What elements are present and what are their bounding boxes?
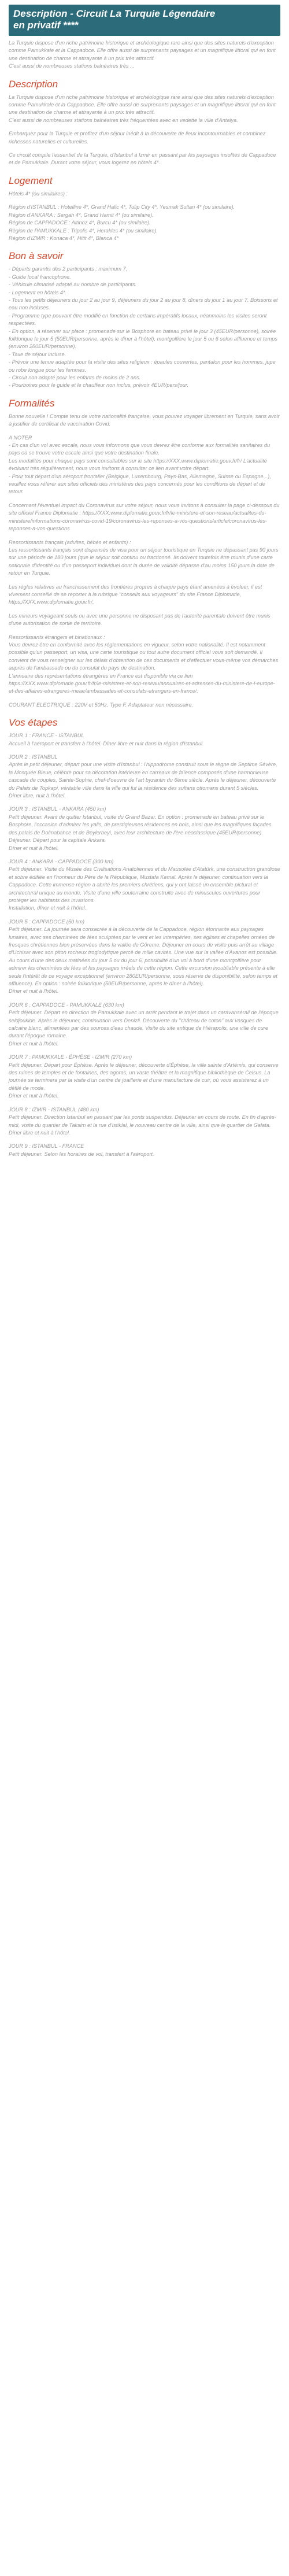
itinerary-day-text: Dîner et nuit à l'hôtel. xyxy=(9,1040,59,1047)
bon-a-savoir-item: - Logement en hôtels 4*. xyxy=(9,289,67,295)
formalites-paragraph: Les mineurs voyageant seuls ou avec une personne ne disposant pas de l'autorité parentale doivent être munis d'une autorisation de sortie de territoire. xyxy=(9,612,271,627)
itinerary-day-title: JOUR 4 : ANKARA - CAPPADOCE (300 km) xyxy=(9,858,114,864)
section-title-bon-a-savoir: Bon à savoir xyxy=(9,250,64,262)
bon-a-savoir-item: - Pourboires pour le guide et le chauffeur non inclus, prévoir 4EUR/pers/jour. xyxy=(9,382,189,389)
itinerary-day-text: Petit déjeuner. Direction Istanbul en passant par les ponts suspendus. Déjeuner en cours de route. En fin d'après-midi, visite du quartier de Taksim et la rue d'Istiklal, le nouveau centre de la ville, ainsi que le quartier de Galata. xyxy=(9,1114,276,1128)
itinerary-day xyxy=(9,805,280,852)
itinerary-day-text: Petit déjeuner. Départ pour Éphèse. Après le déjeuner, découverte d'Éphèse, la ville sainte d'Artémis, qui conserve des ruines de temples et de fontaines, des agoras, un vaste théâtre et la magnifique bibliothèque de Celsus. La journée se terminera par la visite d'un centre de joaillerie et d'une manufacture de cuir, où vous assisterez à un défilé de mode. xyxy=(9,1062,279,1091)
itinerary-day xyxy=(9,1143,280,1158)
itinerary-day-text: Petit déjeuner. Avant de quitter Istanbul, visite du Grand Bazar. En option : promenade en bateau privé sur le Bosphore, l'occasion d'admirer les yalis, de prestigieuses résidences en bois, ainsi que les magnifiques façades des palais de Dolmabahce et de Beylerbeyi, avec leur architecture de l'ère néoclassique (45EUR/personne). Déjeuner. Départ pour la capitale Ankara. xyxy=(9,814,272,844)
section-title-formalites: Formalités xyxy=(9,397,55,409)
logement-line: Région de CAPPADOCE : Altinoz 4*, Burcu 4* (ou similaire). xyxy=(9,220,151,226)
itinerary-day-text: Petit déjeuner. La journée sera consacrée à la découverte de la Cappadoce, région étonnante aux paysages lunaires, avec ses cheminées de fées sculptées par le vent et les intempéries, ses églises et chapelles ornées de fresques chrétiennes bien préservées dans la vallée de Göreme. Déjeuner en cours de visite puis arrêt au village d'Uchisar avec son piton rocheux troglodytique percé de mille cavités. Une vue sur la vallée d'Avanos est possible. Au cours d'une des deux matinées du jour 5 ou du jour 6, possibilité d'un vol à bord d'une montgolfière pour admirer les cheminées de fées et les paysages irréels de cette région. Cette excursion inoubliable présente à elle seule l'intérêt de ce voyage exceptionnel (environ 280EUR/personne, sous réserve de disponibilité, selon temps et affluence). En option : soirée folklorique (50EUR/personne, après le dîner à l'hôtel). xyxy=(9,926,278,986)
bon-a-savoir-item: - Véhicule climatisé adapté au nombre de participants. xyxy=(9,282,137,288)
formalites-paragraph: Les règles relatives au franchissement des frontières propres à chaque pays étant amenées à évoluer, il est vivement conseillé de se reporter à la rubrique "conseils aux voyageurs" du site France Diplomatie, https://XXX.www.diplomatie.gouv.fr/. xyxy=(9,583,262,605)
spacer xyxy=(9,1100,280,1106)
itinerary-day-text: Dîner et nuit à l'hôtel. xyxy=(9,1093,59,1099)
itinerary-day xyxy=(9,1001,280,1048)
spacer xyxy=(9,198,280,204)
spacer xyxy=(9,748,280,753)
itinerary-day-text: Après le petit déjeuner, départ pour une visite d'Istanbul : l'hippodrome construit sous le règne de Septime Sévère, la Mosquée Bleue, célèbre pour sa décoration intérieure en carreaux de faïence composés d'une harmonieuse cascade de couples, Sainte-Sophie, chef-d'oeuvre de l'art byzantin du 6ème siècle. Après le déjeuner, découverte du Palais de Topkapi, véritable ville dans la ville qui fut la résidence des sultans ottomans durant 5 siècles. xyxy=(9,762,277,791)
logement-list xyxy=(9,190,280,242)
description-paragraph: Ce circuit compile l'essentiel de la Turquie, d'Istanbul à Izmir en passant par les paysages insolites de Cappadoce et de Pamukkale. Durant votre séjour, vous logerez en hôtels 4*. xyxy=(9,152,276,166)
formalites-text: Ressortissants étrangers et binationaux : xyxy=(9,634,105,640)
logement-line: Hôtels 4* (ou similaires) : xyxy=(9,190,68,197)
formalites-paragraph xyxy=(9,539,280,578)
itinerary-day-text: Dîner libre et nuit à l'hôtel. xyxy=(9,1129,71,1136)
itinerary-day-text: Petit déjeuner. Départ en direction de Pamukkale avec un arrêt pendant le trajet dans un caravansérail de l'époque seldjoukide. Après le déjeuner, continuation vers Denizli. Découverte du "château de coton" aux vasques de calcaire blanc, alimentées par des sources d'eau chaude. Visite du site antique de Hiérapolis, une ville de cure durant l'époque romaine. xyxy=(9,1010,279,1039)
logement-line: Région d'ISTANBUL : Hotelline 4*, Grand Halic 4*, Tulip City 4*, Yesmak Sultan 4* (ou similaire). xyxy=(9,204,235,210)
itinerary-day-title: JOUR 6 : CAPPADOCE - PAMUKKALE (630 km) xyxy=(9,1001,124,1008)
logement-line: Région de PAMUKKALE : Tripolis 4*, Herakles 4* (ou similaire). xyxy=(9,227,158,234)
itinerary-day-title: JOUR 7 : PAMUKKALE - ÉPHÈSE - IZMIR (270 km) xyxy=(9,1054,132,1060)
formalites-paragraph xyxy=(9,434,280,496)
itinerary-day-text: Dîner et nuit à l'hôtel. xyxy=(9,845,59,851)
intro-paragraph xyxy=(9,39,280,71)
spacer xyxy=(9,852,280,858)
itinerary-day-title: JOUR 9 : ISTANBUL - FRANCE xyxy=(9,1143,84,1150)
bon-a-savoir-item: - Tous les petits déjeuners du jour 2 au jour 9, déjeuners du jour 2 au jour 8, dîners du jour 1 au jour 7. Boissons et eau non incluses. xyxy=(9,297,278,311)
itinerary-day-text: Dîner libre, nuit à l'hôtel. xyxy=(9,793,66,799)
bon-a-savoir-item: - Départs garantis dès 2 participants ; maximum 7. xyxy=(9,266,128,272)
formalites-text: - En cas d'un vol avec escale, nous vous informons que vous devrez être conforme aux formalités sanitaires du pays où se trouve votre escale ainsi que votre destination finale. xyxy=(9,442,271,456)
formalites-paragraph: Bonne nouvelle ! Compte tenu de votre nationalité française, vous pouvez voyager librement en Turquie, sans avoir à justifier de certificat de vaccination Covid. xyxy=(9,413,280,427)
section-title-vos-etapes: Vos étapes xyxy=(9,717,58,729)
formalites-text: - Pour tout départ d'un aéroport frontalier (Belgique, Luxembourg, Pays-Bas, Allemagne, Suisse ou Espagne...), veuillez vous référer aux sites officiels des ministères des pays concernés pour les conditions de départ et de retour. xyxy=(9,473,271,495)
bon-a-savoir-item: - En option, à réserver sur place : promenade sur le Bosphore en bateau privé le jour 3 (45EUR/personne), soirée folklorique le jour 5 (50EUR/personne, après le dîner à l'hôtel), montgolfière le jour 5 ou 6 selon affluence et temps (environ 280EUR/personne). xyxy=(9,328,277,350)
page xyxy=(0,5,289,1176)
formalites-paragraph xyxy=(9,634,280,696)
intro-text-more: C'est aussi de nombreuses stations balnéaires très ... xyxy=(9,63,135,69)
page-title-subline: en privatif **** xyxy=(13,20,79,31)
page-title-banner xyxy=(9,5,280,36)
itinerary-day-text: Installation, dîner et nuit à l'hôtel. xyxy=(9,905,87,911)
itinerary-day xyxy=(9,732,280,748)
itinerary-day-text: Petit déjeuner. Visite du Musée des Civilisations Anatoliennes et du Mausolée d'Atatürk, une construction grandiose et sobre édifiée en l'honneur du Père de la République, Mustafa Kemal. Après le déjeuner, continuation vers la Cappadoce. Cette immense région a abrité les premiers chrétiens, qui y ont laissé un ensemble pictural et architectural unique au monde. Visite d'une ville souterraine construite avec de minuscules ouvertures pour protéger les habitants des invasions. xyxy=(9,866,280,903)
itinerary-day xyxy=(9,1106,280,1137)
bon-a-savoir-item: - Circuit non adapté pour les enfants de moins de 2 ans. xyxy=(9,375,141,380)
itinerary-day-text: Dîner et nuit à l'hôtel. xyxy=(9,988,59,995)
description-text: La Turquie dispose d'un riche patrimoine historique et archéologique rare ainsi que des sites naturels d'exception comme Pamukkale et la Cappadoce. Elle offre aussi de surprenants paysages et un magnifique littoral qui en font une destination de charme et attrayante à un prix très attractif. xyxy=(9,94,276,116)
itinerary-day xyxy=(9,1054,280,1100)
spacer xyxy=(9,1048,280,1054)
description-paragraph: Embarquez pour la Turquie et profitez d'un séjour inédit à la découverte de lieux incontournables et combinez richesses naturelles et culturelles. xyxy=(9,131,266,145)
page-title: Description - Circuit La Turquie Légendaire xyxy=(13,8,216,19)
formalites-text: L'annuaire des représentations étrangères en France est disponible via ce lien https://XXX.www.diplomatie.gouv.fr/fr/le-ministere-et-son-reseau/annuaires-et-adresses-du-ministere-de-l-europe-et-des-affaires-etrangeres-meae/ambassades-et-consulats-etrangers-en-france/. xyxy=(9,672,275,694)
formalites-text: Vous devrez être en conformité avec les réglementations en vigueur, selon votre nationalité. Il est notamment possible qu'un passeport, un visa, une carte touristique ou tout autre document officiel vous soit demandé. Il convient de vous renseigner sur les délais d'obtention de ces documents et d'effectuer vous-même vos démarches auprès de l'ambassade ou du consulat du pays de destination. xyxy=(9,641,279,671)
bon-a-savoir-list xyxy=(9,265,280,390)
spacer xyxy=(9,996,280,1001)
formalites-text: Ressortissants français (adultes, bébés et enfants) : xyxy=(9,539,131,545)
description-paragraph xyxy=(9,94,280,125)
itinerary-day-title: JOUR 5 : CAPPADOCE (50 km) xyxy=(9,918,85,925)
bon-a-savoir-item: - Guide local francophone. xyxy=(9,274,71,280)
formalites-note-label: A NOTER xyxy=(9,434,32,441)
formalites-paragraph: Concernant l'éventuel impact du Coronavirus sur votre séjour, nous vous invitons à consulter la page ci-dessous du site officiel France Diplomatie : https://XXX.www.diplomatie.gouv.fr/fr/le-ministere-et-son-reseau/actualites-du-ministere/informations-coronavirus-covid-19/coronavirus-les-reponses-a-vos-questions/article/coronavirus-les-reponses-a-vos-questions xyxy=(9,502,280,532)
spacer xyxy=(9,912,280,918)
bon-a-savoir-item: - Programme type pouvant être modifié en fonction de certains impératifs locaux, néanmoins les visites seront respectées. xyxy=(9,312,267,327)
spacer xyxy=(9,1158,280,1164)
spacer xyxy=(9,1137,280,1143)
section-title-logement: Logement xyxy=(9,175,53,186)
logement-line: Région d'IZMIR : Konaca 4*, Hitit 4*, Blanca 4* xyxy=(9,235,119,241)
bon-a-savoir-item: - Prévoir une tenue adaptée pour la visite des sites religieux : épaules couvertes, pantalon pour les hommes, jupe ou robe longue pour les femmes. xyxy=(9,359,276,373)
itinerary-day-title: JOUR 1 : FRANCE - ISTANBUL xyxy=(9,733,84,739)
itinerary-day-title: JOUR 8 : IZMIR - ISTANBUL (480 km) xyxy=(9,1106,99,1113)
section-title-description: Description xyxy=(9,78,58,90)
itinerary-day xyxy=(9,858,280,912)
description-text: C'est aussi de nombreuses stations balnéaires très fréquentées avec en vedette la ville d'Antalya. xyxy=(9,117,238,123)
bon-a-savoir-item: - Taxe de séjour incluse. xyxy=(9,351,66,357)
itinerary-list xyxy=(9,732,280,1164)
itinerary-day-title: JOUR 2 : ISTANBUL xyxy=(9,754,58,760)
spacer xyxy=(9,800,280,805)
formalites-text: Les modalités pour chaque pays sont consultables sur le site https://XXX.www.diplomatie.gouv.fr/fr/ L'actualité évoluant très régulièrement, nous vous invitons à consulter ce lien avant votre départ. xyxy=(9,457,267,472)
logement-line: Région d'ANKARA : Sergah 4*, Grand Hamit 4* (ou similaire). xyxy=(9,212,154,218)
intro-text: La Turquie dispose d'un riche patrimoine historique et archéologique rare ainsi que des sites naturels d'exception comme Pamukkale et la Cappadoce. Elle offre aussi de surprenants paysages et un magnifique littoral qui en font une destination de charme et attrayante à un prix très attractif. xyxy=(9,40,276,61)
itinerary-day xyxy=(9,753,280,800)
itinerary-day-text: Petit déjeuner. Selon les horaires de vol, transfert à l'aéroport. xyxy=(9,1151,154,1157)
itinerary-day-title: JOUR 3 : ISTANBUL - ANKARA (450 km) xyxy=(9,806,106,812)
itinerary-day xyxy=(9,918,280,996)
itinerary-day-text: Accueil à l'aéroport et transfert à l'hôtel. Dîner libre et nuit dans la région d'Istanbul. xyxy=(9,740,204,746)
formalites-text: Les ressortissants français sont dispensés de visa pour un séjour touristique en Turquie ne dépassant pas 90 jours sur une période de 180 jours (que le séjour soit continu ou fractionné. Ils doivent toutefois être munis d'une carte nationale d'identité ou d'un passeport individuel dont la durée de validité dépasse d'au moins 150 jours la date de retour en Turquie. xyxy=(9,546,279,576)
formalites-paragraph: COURANT ELECTRIQUE : 220V et 50Hz. Type F. Adaptateur non nécessaire. xyxy=(9,701,193,708)
